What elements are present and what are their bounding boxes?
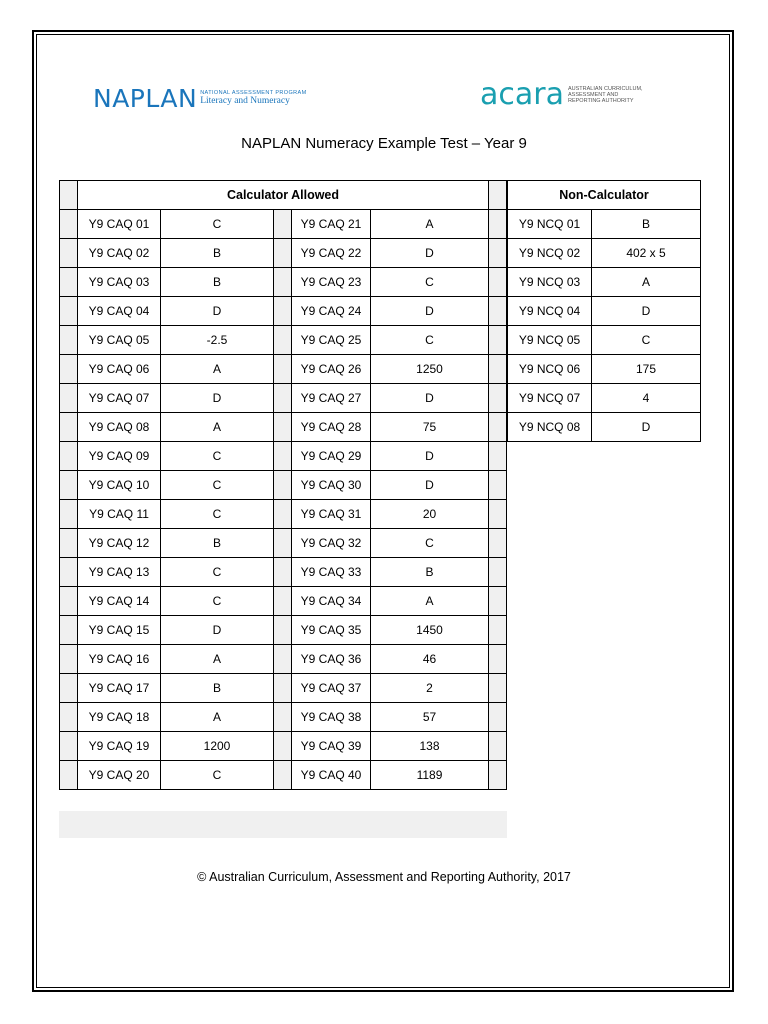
spacer-cell <box>489 529 507 558</box>
spacer-cell <box>60 268 78 297</box>
answer-cell: C <box>161 500 274 529</box>
document-title: NAPLAN Numeracy Example Test – Year 9 <box>241 135 527 152</box>
answer-cell: D <box>371 239 489 268</box>
spacer-cell <box>489 645 507 674</box>
answer-cell: D <box>371 471 489 500</box>
table-row <box>60 703 507 732</box>
table-row <box>60 529 507 558</box>
spacer-cell <box>489 761 507 790</box>
spacer-cell <box>60 297 78 326</box>
answer-cell: C <box>161 558 274 587</box>
question-id-cell: Y9 CAQ 39 <box>292 732 371 761</box>
question-id-cell: Y9 CAQ 29 <box>292 442 371 471</box>
answer-cell: 46 <box>371 645 489 674</box>
question-id-cell: Y9 CAQ 38 <box>292 703 371 732</box>
naplan-logo-line1: NATIONAL ASSESSMENT PROGRAM <box>200 90 307 96</box>
question-id-cell: Y9 CAQ 03 <box>78 268 161 297</box>
spacer-cell <box>274 355 292 384</box>
answer-cell: A <box>161 355 274 384</box>
spacer-cell <box>274 645 292 674</box>
spacer-cell <box>274 761 292 790</box>
spacer-cell <box>489 616 507 645</box>
question-id-cell: Y9 NCQ 04 <box>508 297 592 326</box>
acara-logo <box>480 77 643 112</box>
spacer-cell <box>489 210 507 239</box>
question-id-cell: Y9 CAQ 20 <box>78 761 161 790</box>
acara-logo-subtitle <box>568 86 643 105</box>
spacer-cell <box>489 732 507 761</box>
table-row <box>60 355 507 384</box>
table-row <box>60 616 507 645</box>
question-id-cell: Y9 CAQ 16 <box>78 645 161 674</box>
spacer-cell <box>60 413 78 442</box>
question-id-cell: Y9 NCQ 08 <box>508 413 592 442</box>
question-id-cell: Y9 CAQ 17 <box>78 674 161 703</box>
answer-cell: D <box>371 384 489 413</box>
spacer-cell <box>274 471 292 500</box>
acara-logo-line1: AUSTRALIAN CURRICULUM, <box>567 85 643 92</box>
table-row <box>60 384 507 413</box>
spacer-cell <box>60 674 78 703</box>
question-id-cell: Y9 NCQ 05 <box>508 326 592 355</box>
answer-cell: C <box>161 471 274 500</box>
question-id-cell: Y9 CAQ 25 <box>292 326 371 355</box>
answer-cell: A <box>371 587 489 616</box>
answer-cell: 1200 <box>161 732 274 761</box>
non-calculator-heading: Non-Calculator <box>508 181 701 210</box>
spacer-cell <box>489 326 507 355</box>
answer-cell: C <box>161 761 274 790</box>
answer-cell: 4 <box>592 384 701 413</box>
question-id-cell: Y9 CAQ 12 <box>78 529 161 558</box>
spacer-cell <box>274 297 292 326</box>
question-id-cell: Y9 CAQ 06 <box>78 355 161 384</box>
question-id-cell: Y9 CAQ 15 <box>78 616 161 645</box>
question-id-cell: Y9 CAQ 10 <box>78 471 161 500</box>
calculator-allowed-heading: Calculator Allowed <box>78 181 489 210</box>
answer-cell: D <box>161 297 274 326</box>
spacer-cell <box>489 384 507 413</box>
answer-cell: A <box>161 413 274 442</box>
question-id-cell: Y9 CAQ 37 <box>292 674 371 703</box>
acara-logo-line3: REPORTING AUTHORITY <box>567 98 634 105</box>
naplan-logo <box>93 84 307 113</box>
spacer-cell <box>60 181 78 210</box>
question-id-cell: Y9 NCQ 01 <box>508 210 592 239</box>
spacer-cell <box>60 616 78 645</box>
spacer-cell <box>489 587 507 616</box>
question-id-cell: Y9 CAQ 05 <box>78 326 161 355</box>
spacer-cell <box>274 384 292 413</box>
spacer-cell <box>274 268 292 297</box>
spacer-cell <box>274 413 292 442</box>
question-id-cell: Y9 CAQ 28 <box>292 413 371 442</box>
spacer-cell <box>60 442 78 471</box>
spacer-cell <box>274 239 292 268</box>
naplan-logo-subtitle <box>200 91 306 106</box>
answer-cell: D <box>161 384 274 413</box>
table-row <box>60 500 507 529</box>
question-id-cell: Y9 CAQ 01 <box>78 210 161 239</box>
spacer-cell <box>489 297 507 326</box>
question-id-cell: Y9 NCQ 02 <box>508 239 592 268</box>
table-row <box>60 645 507 674</box>
naplan-logo-line2: Literacy and Numeracy <box>200 95 290 106</box>
answer-cell: 138 <box>371 732 489 761</box>
answer-cell: C <box>371 268 489 297</box>
question-id-cell: Y9 CAQ 34 <box>292 587 371 616</box>
spacer-cell <box>489 500 507 529</box>
question-id-cell: Y9 CAQ 11 <box>78 500 161 529</box>
answer-cell: 175 <box>592 355 701 384</box>
answer-cell: C <box>161 442 274 471</box>
table-row <box>60 587 507 616</box>
copyright-footer: © Australian Curriculum, Assessment and Reporting Authority, 2017 <box>197 870 571 884</box>
spacer-cell <box>489 181 507 210</box>
question-id-cell: Y9 CAQ 08 <box>78 413 161 442</box>
answer-cell: D <box>592 297 701 326</box>
answer-cell: C <box>161 587 274 616</box>
question-id-cell: Y9 CAQ 02 <box>78 239 161 268</box>
spacer-cell <box>489 239 507 268</box>
question-id-cell: Y9 CAQ 31 <box>292 500 371 529</box>
answer-cell: B <box>371 558 489 587</box>
spacer-cell <box>489 471 507 500</box>
spacer-cell <box>274 587 292 616</box>
answer-cell: 402 x 5 <box>592 239 701 268</box>
spacer-cell <box>60 384 78 413</box>
spacer-cell <box>60 732 78 761</box>
question-id-cell: Y9 CAQ 04 <box>78 297 161 326</box>
question-id-cell: Y9 CAQ 09 <box>78 442 161 471</box>
spacer-cell <box>60 558 78 587</box>
table-row <box>60 732 507 761</box>
spacer-cell <box>60 500 78 529</box>
answer-cell: 2 <box>371 674 489 703</box>
question-id-cell: Y9 CAQ 40 <box>292 761 371 790</box>
answer-cell: B <box>161 268 274 297</box>
spacer-cell <box>274 616 292 645</box>
spacer-cell <box>489 355 507 384</box>
spacer-cell <box>274 703 292 732</box>
shaded-strip <box>59 811 507 838</box>
question-id-cell: Y9 CAQ 35 <box>292 616 371 645</box>
answer-cell: D <box>592 413 701 442</box>
question-id-cell: Y9 CAQ 14 <box>78 587 161 616</box>
question-id-cell: Y9 CAQ 32 <box>292 529 371 558</box>
question-id-cell: Y9 CAQ 33 <box>292 558 371 587</box>
spacer-cell <box>60 355 78 384</box>
spacer-cell <box>274 558 292 587</box>
spacer-cell <box>489 674 507 703</box>
table-row <box>508 297 701 326</box>
table-row <box>60 471 507 500</box>
calculator-header-row <box>60 181 507 210</box>
acara-logo-word: acara <box>480 77 564 112</box>
question-id-cell: Y9 CAQ 24 <box>292 297 371 326</box>
answer-cell: A <box>161 645 274 674</box>
spacer-cell <box>274 442 292 471</box>
answer-cell: 57 <box>371 703 489 732</box>
answer-cell: D <box>371 297 489 326</box>
answer-cell: A <box>592 268 701 297</box>
question-id-cell: Y9 CAQ 27 <box>292 384 371 413</box>
table-row <box>508 355 701 384</box>
answer-cell: A <box>371 210 489 239</box>
spacer-cell <box>274 326 292 355</box>
question-id-cell: Y9 CAQ 22 <box>292 239 371 268</box>
answer-cell: B <box>161 529 274 558</box>
calculator-allowed-table <box>59 180 507 790</box>
answer-cell: D <box>371 442 489 471</box>
question-id-cell: Y9 CAQ 30 <box>292 471 371 500</box>
answer-cell: A <box>161 703 274 732</box>
question-id-cell: Y9 NCQ 07 <box>508 384 592 413</box>
question-id-cell: Y9 CAQ 21 <box>292 210 371 239</box>
question-id-cell: Y9 CAQ 07 <box>78 384 161 413</box>
spacer-cell <box>274 210 292 239</box>
spacer-cell <box>60 529 78 558</box>
table-row <box>60 413 507 442</box>
spacer-cell <box>60 326 78 355</box>
question-id-cell: Y9 CAQ 13 <box>78 558 161 587</box>
question-id-cell: Y9 CAQ 23 <box>292 268 371 297</box>
question-id-cell: Y9 NCQ 06 <box>508 355 592 384</box>
answer-cell: C <box>371 326 489 355</box>
spacer-cell <box>274 529 292 558</box>
question-id-cell: Y9 CAQ 26 <box>292 355 371 384</box>
table-row <box>60 442 507 471</box>
spacer-cell <box>489 413 507 442</box>
answer-cell: 1250 <box>371 355 489 384</box>
answer-cell: 20 <box>371 500 489 529</box>
table-row <box>60 674 507 703</box>
question-id-cell: Y9 CAQ 36 <box>292 645 371 674</box>
question-id-cell: Y9 CAQ 19 <box>78 732 161 761</box>
table-row <box>508 326 701 355</box>
spacer-cell <box>489 268 507 297</box>
spacer-cell <box>60 645 78 674</box>
table-row <box>60 297 507 326</box>
table-row <box>60 326 507 355</box>
answer-cell: B <box>592 210 701 239</box>
table-row <box>60 558 507 587</box>
table-row <box>508 384 701 413</box>
table-row <box>508 413 701 442</box>
question-id-cell: Y9 CAQ 18 <box>78 703 161 732</box>
table-row <box>508 268 701 297</box>
table-row <box>60 210 507 239</box>
answer-cell: 1189 <box>371 761 489 790</box>
spacer-cell <box>274 500 292 529</box>
answer-cell: B <box>161 239 274 268</box>
acara-logo-line2: ASSESSMENT AND <box>567 91 619 98</box>
answer-cell: C <box>592 326 701 355</box>
table-row <box>60 239 507 268</box>
answer-cell: 75 <box>371 413 489 442</box>
naplan-logo-word: NAPLAN <box>93 84 198 113</box>
spacer-cell <box>489 703 507 732</box>
spacer-cell <box>489 558 507 587</box>
answer-cell: D <box>161 616 274 645</box>
table-row <box>508 239 701 268</box>
table-row <box>60 268 507 297</box>
spacer-cell <box>60 471 78 500</box>
answer-cell: -2.5 <box>161 326 274 355</box>
spacer-cell <box>60 761 78 790</box>
spacer-cell <box>60 587 78 616</box>
question-id-cell: Y9 NCQ 03 <box>508 268 592 297</box>
answer-cell: C <box>371 529 489 558</box>
table-row <box>508 210 701 239</box>
spacer-cell <box>60 239 78 268</box>
spacer-cell <box>60 210 78 239</box>
answer-cell: 1450 <box>371 616 489 645</box>
non-calculator-header-row <box>508 181 701 210</box>
spacer-cell <box>274 674 292 703</box>
non-calculator-table <box>507 180 701 442</box>
answer-cell: C <box>161 210 274 239</box>
answer-cell: B <box>161 674 274 703</box>
spacer-cell <box>274 732 292 761</box>
table-row <box>60 761 507 790</box>
spacer-cell <box>489 442 507 471</box>
spacer-cell <box>60 703 78 732</box>
